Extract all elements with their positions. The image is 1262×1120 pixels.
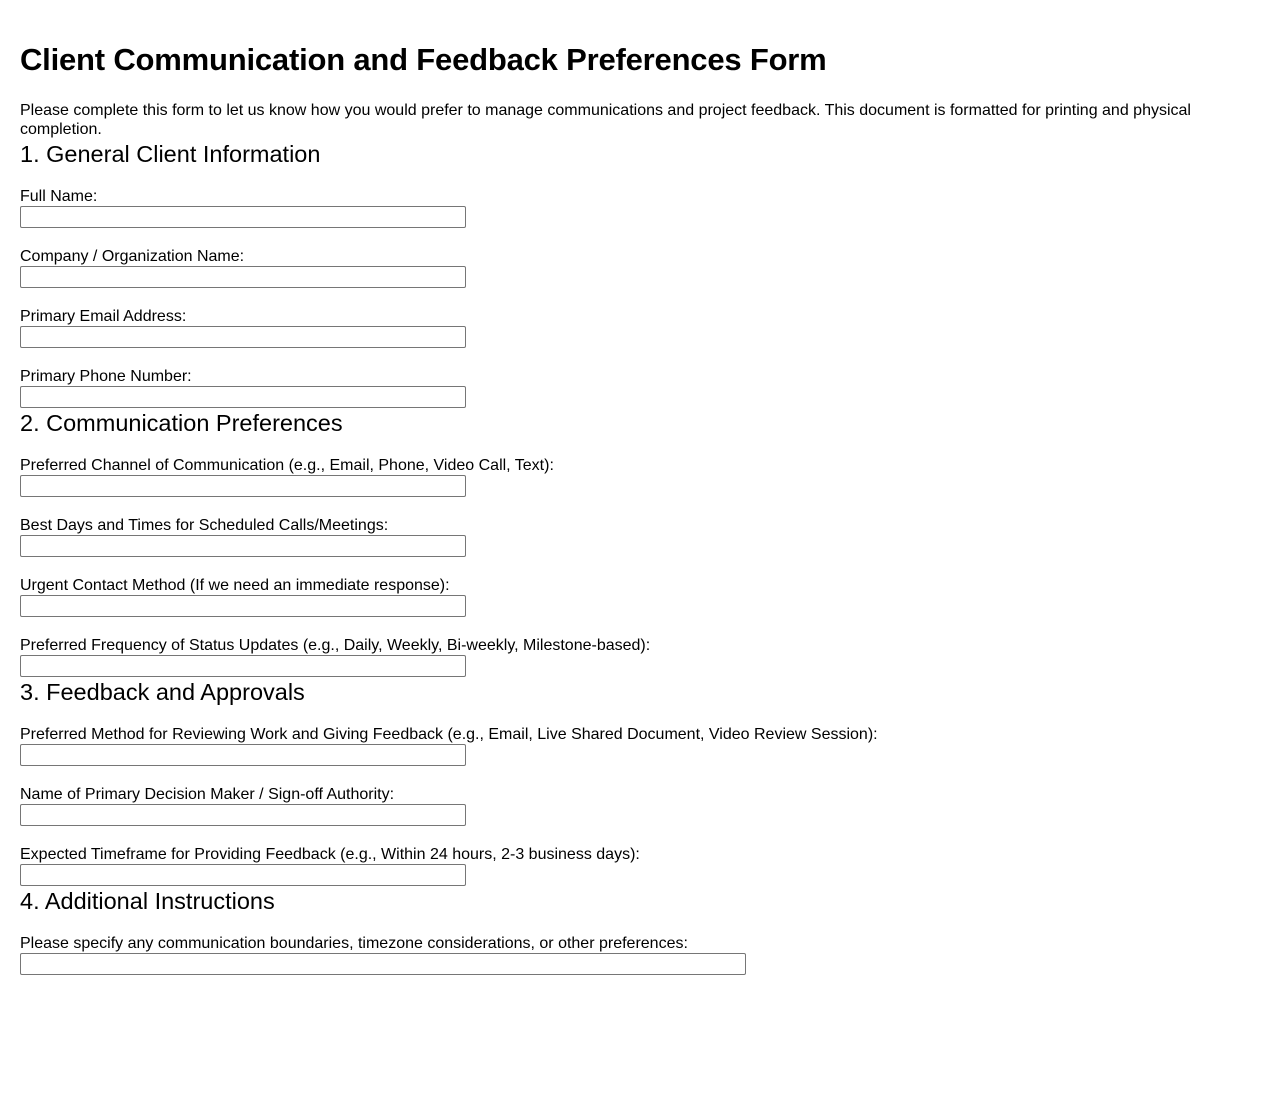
email-label: Primary Email Address: bbox=[20, 308, 187, 325]
urgent-contact-field-group bbox=[20, 576, 1242, 617]
email-field-group bbox=[20, 307, 1242, 348]
best-times-field-group bbox=[20, 516, 1242, 557]
urgent-contact-input[interactable] bbox=[20, 595, 466, 617]
full-name-field-group bbox=[20, 187, 1242, 228]
preferred-channel-label: Preferred Channel of Communication (e.g., Email, Phone, Video Call, Text): bbox=[20, 457, 554, 474]
decision-maker-input[interactable] bbox=[20, 804, 466, 826]
company-name-input[interactable] bbox=[20, 266, 466, 288]
preferred-channel-input[interactable] bbox=[20, 475, 466, 497]
review-method-input[interactable] bbox=[20, 744, 466, 766]
update-frequency-field-group bbox=[20, 636, 1242, 677]
urgent-contact-label: Urgent Contact Method (If we need an immediate response): bbox=[20, 577, 450, 594]
best-times-input[interactable] bbox=[20, 535, 466, 557]
feedback-timeframe-field-group bbox=[20, 845, 1242, 886]
full-name-label: Full Name: bbox=[20, 188, 98, 205]
decision-maker-field-group bbox=[20, 785, 1242, 826]
update-frequency-label: Preferred Frequency of Status Updates (e.g., Daily, Weekly, Bi-weekly, Milestone-based): bbox=[20, 637, 651, 654]
feedback-timeframe-label: Expected Timeframe for Providing Feedback (e.g., Within 24 hours, 2-3 business days): bbox=[20, 846, 640, 863]
feedback-timeframe-input[interactable] bbox=[20, 864, 466, 886]
phone-field-group bbox=[20, 367, 1242, 408]
intro-text: Please complete this form to let us know how you would prefer to manage communications and project feedback. This document is formatted for printing and physical completion. bbox=[20, 102, 1191, 138]
section-heading-feedback-approvals: 3. Feedback and Approvals bbox=[20, 679, 305, 705]
phone-label: Primary Phone Number: bbox=[20, 368, 192, 385]
update-frequency-input[interactable] bbox=[20, 655, 466, 677]
phone-input[interactable] bbox=[20, 386, 466, 408]
email-input[interactable] bbox=[20, 326, 466, 348]
page-title: Client Communication and Feedback Preferences Form bbox=[20, 42, 827, 77]
additional-preferences-input[interactable] bbox=[20, 953, 746, 975]
additional-preferences-field-group bbox=[20, 934, 1242, 975]
preferred-channel-field-group bbox=[20, 456, 1242, 497]
review-method-field-group bbox=[20, 725, 1242, 766]
decision-maker-label: Name of Primary Decision Maker / Sign-off Authority: bbox=[20, 786, 395, 803]
section-heading-communication-preferences: 2. Communication Preferences bbox=[20, 410, 343, 436]
best-times-label: Best Days and Times for Scheduled Calls/Meetings: bbox=[20, 517, 389, 534]
section-heading-additional-instructions: 4. Additional Instructions bbox=[20, 888, 275, 914]
review-method-label: Preferred Method for Reviewing Work and Giving Feedback (e.g., Email, Live Shared Document, Video Review Session): bbox=[20, 726, 878, 743]
section-heading-general-info: 1. General Client Information bbox=[20, 141, 321, 167]
company-name-label: Company / Organization Name: bbox=[20, 248, 245, 265]
company-name-field-group bbox=[20, 247, 1242, 288]
additional-preferences-label: Please specify any communication boundaries, timezone considerations, or other preferences: bbox=[20, 935, 688, 952]
full-name-input[interactable] bbox=[20, 206, 466, 228]
